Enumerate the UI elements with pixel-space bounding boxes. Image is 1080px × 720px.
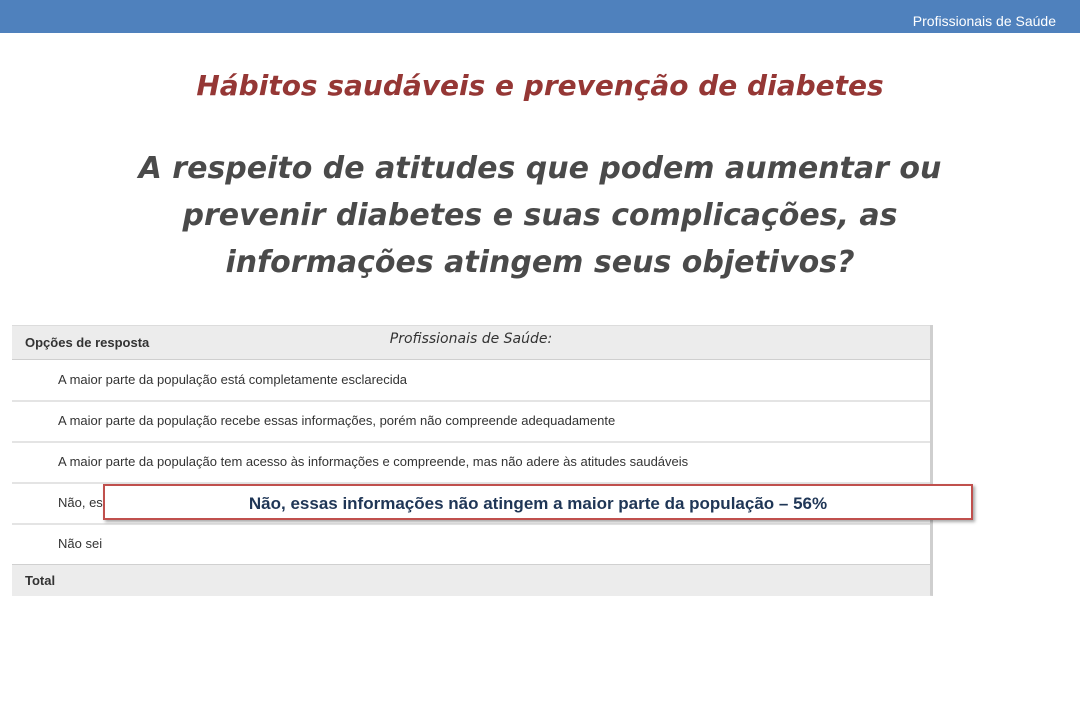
row-label: A maior parte da população recebe essas informações, porém não compreende adequadamente [58,413,616,428]
table-row [12,400,930,443]
table-header [12,325,930,360]
table-caption: Profissionais de Saúde: [389,331,553,347]
highlight-callout [103,484,973,520]
total-label: Total [25,573,56,588]
row-label: Não sei [58,536,103,551]
slide-title: Hábitos saudáveis e prevenção de diabetes [196,69,884,102]
column-header: Opções de resposta [25,335,150,350]
table-footer [12,564,930,596]
table-row [12,359,930,402]
header-label: Profissionais de Saúde [912,13,1056,29]
row-label: A maior parte da população está completamente esclarecida [58,372,408,387]
highlight-text: Não, essas informações não atingem a maior parte da população – 56% [248,494,828,513]
table-row [12,523,930,564]
top-bar [0,0,1080,33]
row-label: A maior parte da população tem acesso às informações e compreende, mas não adere às atitudes saudáveis [58,454,689,469]
table-row [12,441,930,484]
row-label: Não, es [58,495,103,510]
response-table [12,325,933,596]
question-text: A respeito de atitudes que podem aumentar ou prevenir diabetes e suas complicações, as informações atingem seus objetivos? [138,151,942,280]
